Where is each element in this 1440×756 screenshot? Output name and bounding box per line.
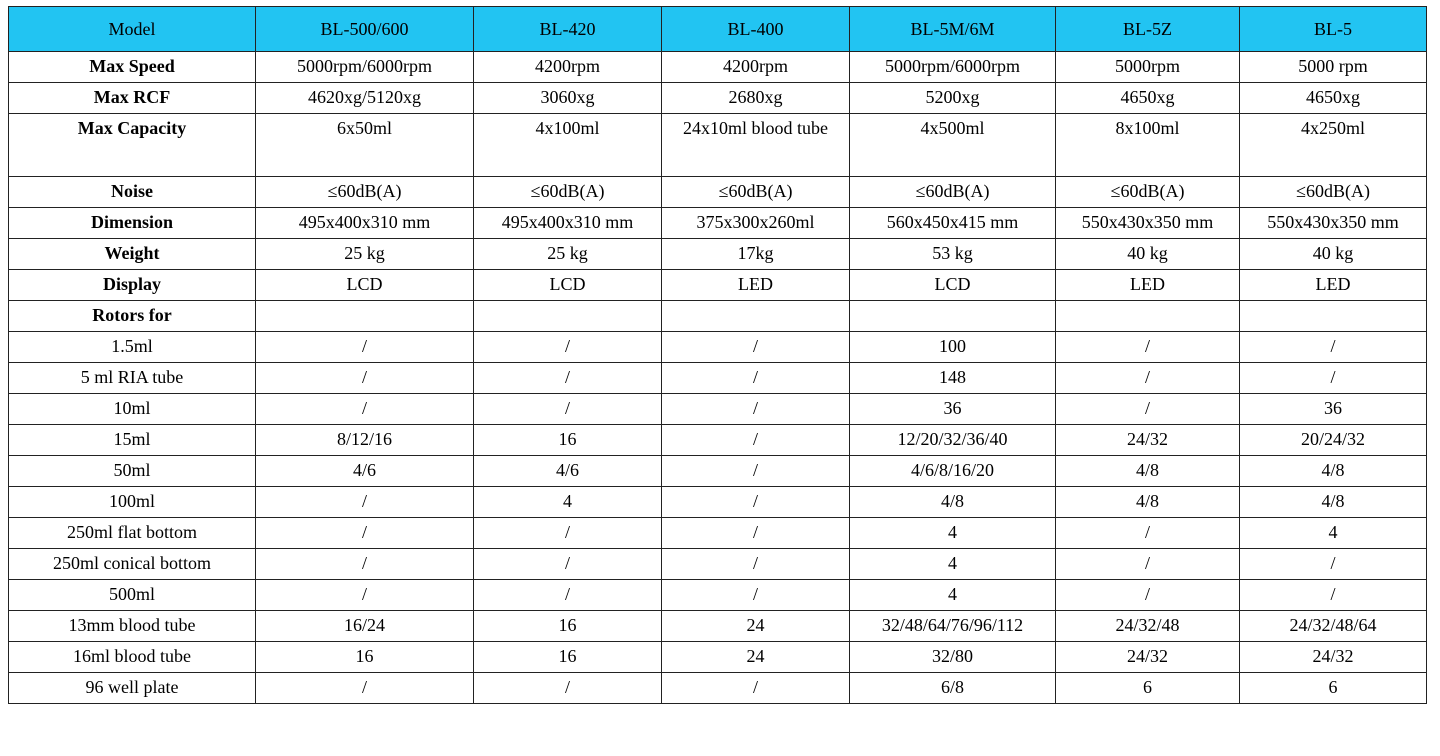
table-cell: 4	[850, 549, 1056, 580]
table-cell: 6/8	[850, 673, 1056, 704]
header-model-column: BL-5M/6M	[850, 7, 1056, 52]
table-cell: 4650xg	[1240, 83, 1427, 114]
table-cell: LCD	[256, 270, 474, 301]
table-row	[9, 332, 1427, 363]
table-cell: ≤60dB(A)	[1056, 177, 1240, 208]
row-label: Display	[9, 270, 256, 301]
row-label: 10ml	[9, 394, 256, 425]
table-cell	[850, 301, 1056, 332]
row-label: 15ml	[9, 425, 256, 456]
table-cell: 5000rpm/6000rpm	[850, 52, 1056, 83]
table-cell: 4x100ml	[474, 114, 662, 177]
table-cell	[662, 301, 850, 332]
table-row	[9, 363, 1427, 394]
header-model-column: BL-5	[1240, 7, 1427, 52]
row-label: 96 well plate	[9, 673, 256, 704]
table-cell: /	[1240, 549, 1427, 580]
table-cell: /	[1056, 363, 1240, 394]
table-cell: 2680xg	[662, 83, 850, 114]
table-row	[9, 611, 1427, 642]
table-row	[9, 394, 1427, 425]
table-cell: 4/8	[1240, 456, 1427, 487]
table-cell	[474, 301, 662, 332]
table-cell: 36	[1240, 394, 1427, 425]
table-cell: 4	[850, 518, 1056, 549]
table-cell: 3060xg	[474, 83, 662, 114]
header-model-column: BL-5Z	[1056, 7, 1240, 52]
row-label: Rotors for	[9, 301, 256, 332]
table-cell: 4	[474, 487, 662, 518]
table-cell: 4	[1240, 518, 1427, 549]
table-cell: /	[474, 394, 662, 425]
table-cell: /	[662, 487, 850, 518]
table-row	[9, 270, 1427, 301]
table-cell: /	[474, 332, 662, 363]
row-label: 250ml flat bottom	[9, 518, 256, 549]
table-cell: /	[474, 549, 662, 580]
header-model-column: BL-420	[474, 7, 662, 52]
table-cell: 25 kg	[474, 239, 662, 270]
table-row	[9, 549, 1427, 580]
table-cell: 16	[474, 611, 662, 642]
row-label: Max Speed	[9, 52, 256, 83]
table-cell: 20/24/32	[1240, 425, 1427, 456]
table-cell: /	[662, 456, 850, 487]
table-cell: LED	[662, 270, 850, 301]
table-cell: /	[662, 425, 850, 456]
table-cell: 100	[850, 332, 1056, 363]
row-label: Noise	[9, 177, 256, 208]
table-cell: 24x10ml blood tube	[662, 114, 850, 177]
header-model: Model	[9, 7, 256, 52]
table-cell	[1056, 301, 1240, 332]
table-cell: 24/32/48	[1056, 611, 1240, 642]
row-label: 13mm blood tube	[9, 611, 256, 642]
table-cell: /	[256, 580, 474, 611]
table-cell: 4x250ml	[1240, 114, 1427, 177]
table-cell: LCD	[474, 270, 662, 301]
table-cell: 12/20/32/36/40	[850, 425, 1056, 456]
table-row	[9, 239, 1427, 270]
row-label: 250ml conical bottom	[9, 549, 256, 580]
table-cell: 550x430x350 mm	[1240, 208, 1427, 239]
table-cell: 24/32/48/64	[1240, 611, 1427, 642]
table-cell: /	[662, 518, 850, 549]
row-label: 16ml blood tube	[9, 642, 256, 673]
table-cell: 375x300x260ml	[662, 208, 850, 239]
table-row	[9, 456, 1427, 487]
table-cell: /	[474, 673, 662, 704]
table-cell: 4/6/8/16/20	[850, 456, 1056, 487]
table-row	[9, 425, 1427, 456]
table-cell: 6	[1056, 673, 1240, 704]
table-cell: 148	[850, 363, 1056, 394]
table-header	[9, 7, 1427, 52]
table-cell: /	[1056, 549, 1240, 580]
table-cell: 24/32	[1056, 642, 1240, 673]
row-label: 100ml	[9, 487, 256, 518]
table-cell: 4650xg	[1056, 83, 1240, 114]
table-cell: 5000 rpm	[1240, 52, 1427, 83]
table-cell: /	[256, 673, 474, 704]
table-cell: 32/80	[850, 642, 1056, 673]
table-cell: /	[662, 332, 850, 363]
table-cell: /	[1056, 332, 1240, 363]
table-cell: 53 kg	[850, 239, 1056, 270]
table-cell: ≤60dB(A)	[662, 177, 850, 208]
row-label: Dimension	[9, 208, 256, 239]
table-cell: 4x500ml	[850, 114, 1056, 177]
table-cell: 550x430x350 mm	[1056, 208, 1240, 239]
table-cell: 560x450x415 mm	[850, 208, 1056, 239]
table-cell: 40 kg	[1056, 239, 1240, 270]
table-cell: /	[662, 363, 850, 394]
table-cell: 4/8	[1240, 487, 1427, 518]
row-label: Max RCF	[9, 83, 256, 114]
table-cell: /	[1056, 518, 1240, 549]
table-cell: 5000rpm/6000rpm	[256, 52, 474, 83]
table-cell: /	[256, 394, 474, 425]
table-cell: /	[256, 487, 474, 518]
header-row	[9, 7, 1427, 52]
table-cell: /	[662, 549, 850, 580]
table-cell: 36	[850, 394, 1056, 425]
table-cell: /	[662, 580, 850, 611]
table-cell: 24	[662, 642, 850, 673]
table-cell: 4/8	[850, 487, 1056, 518]
table-row	[9, 301, 1427, 332]
table-cell: LED	[1240, 270, 1427, 301]
table-cell: /	[474, 580, 662, 611]
table-cell: LED	[1056, 270, 1240, 301]
table-cell: 5000rpm	[1056, 52, 1240, 83]
table-cell: /	[256, 332, 474, 363]
table-cell: 16	[474, 642, 662, 673]
table-cell: /	[474, 363, 662, 394]
table-cell: 4/6	[474, 456, 662, 487]
table-row	[9, 673, 1427, 704]
row-label: 5 ml RIA tube	[9, 363, 256, 394]
table-row	[9, 642, 1427, 673]
table-cell: 4/6	[256, 456, 474, 487]
row-label: 50ml	[9, 456, 256, 487]
table-body	[9, 52, 1427, 704]
table-cell: 25 kg	[256, 239, 474, 270]
table-cell: /	[662, 394, 850, 425]
table-cell: 16	[256, 642, 474, 673]
table-cell: 8x100ml	[1056, 114, 1240, 177]
table-cell: 4200rpm	[474, 52, 662, 83]
table-cell: 4/8	[1056, 487, 1240, 518]
table-cell: /	[1240, 580, 1427, 611]
table-cell: 6x50ml	[256, 114, 474, 177]
header-model-column: BL-400	[662, 7, 850, 52]
table-cell: ≤60dB(A)	[850, 177, 1056, 208]
table-cell: 8/12/16	[256, 425, 474, 456]
table-row	[9, 580, 1427, 611]
table-cell: 4200rpm	[662, 52, 850, 83]
table-cell: 495x400x310 mm	[474, 208, 662, 239]
table-row	[9, 52, 1427, 83]
header-model-column: BL-500/600	[256, 7, 474, 52]
row-label: 500ml	[9, 580, 256, 611]
table-row	[9, 83, 1427, 114]
table-cell: 6	[1240, 673, 1427, 704]
table-cell: 32/48/64/76/96/112	[850, 611, 1056, 642]
table-cell: 5200xg	[850, 83, 1056, 114]
table-cell	[256, 301, 474, 332]
table-cell: 24	[662, 611, 850, 642]
table-cell: 4	[850, 580, 1056, 611]
row-label: Max Capacity	[9, 114, 256, 177]
table-cell: /	[256, 363, 474, 394]
table-cell: /	[1240, 332, 1427, 363]
table-cell: ≤60dB(A)	[1240, 177, 1427, 208]
spec-table	[8, 6, 1427, 704]
table-cell: /	[1056, 394, 1240, 425]
table-cell: ≤60dB(A)	[474, 177, 662, 208]
table-cell: /	[474, 518, 662, 549]
table-cell: 24/32	[1056, 425, 1240, 456]
table-cell: /	[256, 518, 474, 549]
table-row	[9, 518, 1427, 549]
table-row	[9, 114, 1427, 177]
table-cell: LCD	[850, 270, 1056, 301]
table-cell: /	[662, 673, 850, 704]
table-row	[9, 208, 1427, 239]
row-label: Weight	[9, 239, 256, 270]
table-row	[9, 177, 1427, 208]
row-label: 1.5ml	[9, 332, 256, 363]
table-cell: 17kg	[662, 239, 850, 270]
table-cell: 24/32	[1240, 642, 1427, 673]
table-cell: 16	[474, 425, 662, 456]
table-cell: /	[1056, 580, 1240, 611]
table-row	[9, 487, 1427, 518]
table-cell: ≤60dB(A)	[256, 177, 474, 208]
table-cell: 4620xg/5120xg	[256, 83, 474, 114]
table-cell: 40 kg	[1240, 239, 1427, 270]
table-cell: /	[256, 549, 474, 580]
table-cell: /	[1240, 363, 1427, 394]
table-cell	[1240, 301, 1427, 332]
table-cell: 16/24	[256, 611, 474, 642]
table-cell: 495x400x310 mm	[256, 208, 474, 239]
table-cell: 4/8	[1056, 456, 1240, 487]
